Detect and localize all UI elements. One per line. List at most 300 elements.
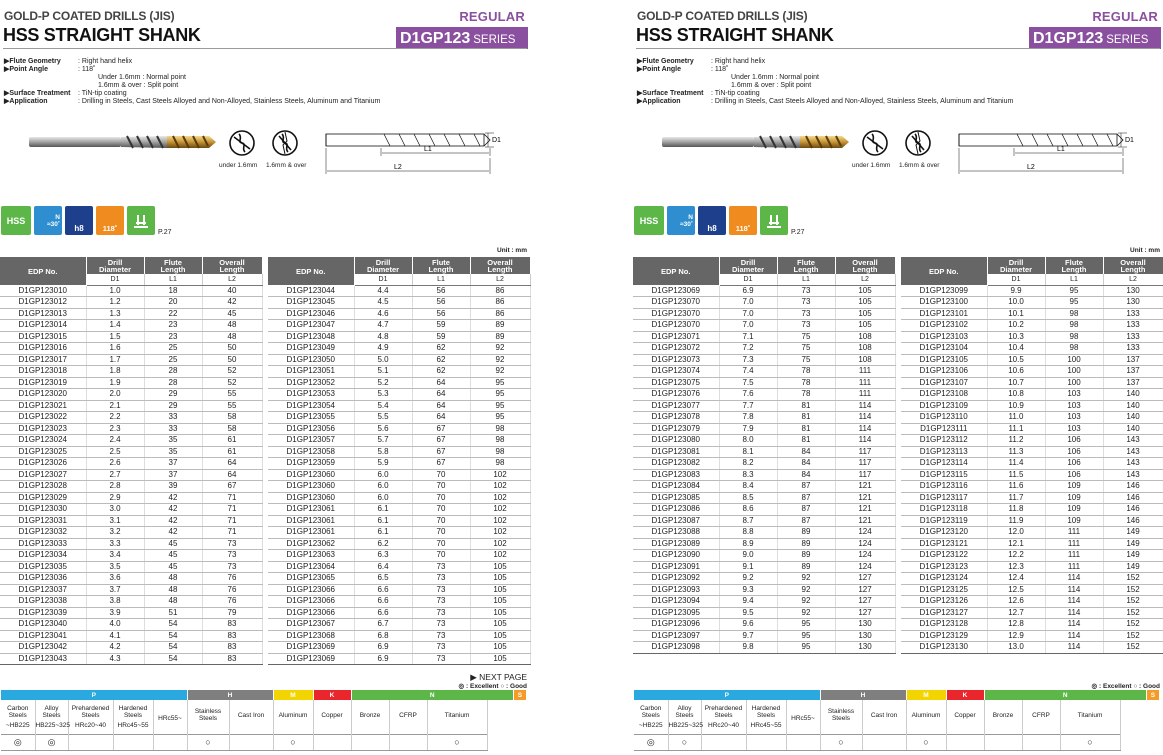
table-cell: 70 <box>412 481 470 493</box>
table-cell: D1GP123053 <box>268 389 354 401</box>
point-angle-label: 118˚ <box>102 224 118 233</box>
table-cell: 103 <box>1045 400 1103 412</box>
table-cell: 5.5 <box>354 412 412 424</box>
table-cell: 25 <box>144 354 202 366</box>
grade-cell: ○ <box>427 734 487 750</box>
d1-label: D1 <box>492 137 501 144</box>
table-cell: D1GP123088 <box>633 527 719 539</box>
series-word: SERIES <box>473 34 516 46</box>
table-cell: 3.2 <box>86 527 144 539</box>
table-cell: D1GP123027 <box>0 469 86 481</box>
table-cell: 152 <box>1103 573 1163 585</box>
table-cell: 7.1 <box>719 331 777 343</box>
col-overall: Overall Length <box>1103 257 1163 274</box>
table-cell: 45 <box>144 561 202 573</box>
table-row <box>901 538 1163 550</box>
table-cell: 48 <box>144 596 202 608</box>
table-cell: 45 <box>202 308 262 320</box>
table-cell: 10.4 <box>987 343 1045 355</box>
table-row <box>633 331 895 343</box>
table-cell: 87 <box>777 504 835 516</box>
table-cell: D1GP123102 <box>901 320 987 332</box>
table-cell: 9.8 <box>719 642 777 654</box>
material-name: CFRP <box>1022 700 1060 734</box>
table-cell: 146 <box>1103 492 1163 504</box>
table-cell: 143 <box>1103 446 1163 458</box>
table-row <box>901 504 1163 516</box>
table-cell: 6.9 <box>354 642 412 654</box>
table-cell: 78 <box>777 377 835 389</box>
table-cell: D1GP123118 <box>901 504 987 516</box>
material-name: Prehardened Steels HRc20~40 <box>68 700 113 734</box>
table-cell: D1GP123054 <box>268 400 354 412</box>
page-title: HSS STRAIGHT SHANK <box>636 25 834 45</box>
table-row <box>268 412 530 424</box>
table-cell: 12.5 <box>987 584 1045 596</box>
table-cell: 11.9 <box>987 515 1045 527</box>
table-cell: D1GP123030 <box>0 504 86 516</box>
table-cell: 59 <box>412 320 470 332</box>
table-row <box>901 573 1163 585</box>
table-cell: 6.6 <box>354 584 412 596</box>
table-cell: D1GP123083 <box>633 469 719 481</box>
table-row <box>901 619 1163 631</box>
table-cell: 71 <box>202 492 262 504</box>
next-page-link[interactable]: ▶ NEXT PAGE <box>470 672 527 682</box>
spec-label: ▶Flute Geometry <box>637 58 694 65</box>
table-cell: 73 <box>412 607 470 619</box>
table-cell: 149 <box>1103 550 1163 562</box>
table-cell: 105 <box>835 308 895 320</box>
table-cell: 58 <box>202 423 262 435</box>
table-cell: 105 <box>470 573 530 585</box>
table-row <box>268 584 530 596</box>
table-cell: 2.1 <box>86 400 144 412</box>
table-cell: 6.6 <box>354 607 412 619</box>
table-row <box>0 377 262 389</box>
table-cell: 149 <box>1103 527 1163 539</box>
grade-cell <box>786 734 820 750</box>
material-name: HRc55~ <box>153 700 187 734</box>
grade-cell: ◎ <box>1 734 35 750</box>
table-cell: 114 <box>835 435 895 447</box>
table-cell: 84 <box>777 446 835 458</box>
table-cell: D1GP123063 <box>268 550 354 562</box>
table-cell: 87 <box>777 515 835 527</box>
category-title: GOLD-P COATED DRILLS (JIS) <box>4 9 175 23</box>
table-cell: 58 <box>202 412 262 424</box>
table-row <box>901 561 1163 573</box>
table-row <box>0 504 262 516</box>
spec-label: ▶Point Angle <box>637 66 682 73</box>
table-row <box>0 297 262 309</box>
category-title: GOLD-P COATED DRILLS (JIS) <box>637 9 808 23</box>
table-cell: D1GP123122 <box>901 550 987 562</box>
table-cell: 95 <box>1045 297 1103 309</box>
table-cell: 9.1 <box>719 561 777 573</box>
table-row <box>633 642 895 654</box>
table-cell: 7.6 <box>719 389 777 401</box>
col-edp: EDP No. <box>633 257 719 285</box>
table-cell: 28 <box>144 366 202 378</box>
table-cell: D1GP123123 <box>901 561 987 573</box>
helix-angle-label: ≈30˚ <box>680 220 693 228</box>
table-cell: 7.0 <box>719 308 777 320</box>
table-cell: 111 <box>1045 527 1103 539</box>
table-cell: 95 <box>470 377 530 389</box>
table-cell: 2.3 <box>86 423 144 435</box>
material-group: S <box>1146 690 1159 700</box>
table-row <box>268 320 530 332</box>
table-cell: D1GP123129 <box>901 630 987 642</box>
material-group: K <box>313 690 351 700</box>
table-cell: D1GP123060 <box>268 481 354 493</box>
table-row <box>268 573 530 585</box>
table-row <box>0 642 262 654</box>
table-row <box>633 573 895 585</box>
table-cell: 75 <box>777 354 835 366</box>
table-cell: 6.9 <box>354 653 412 665</box>
table-cell: 84 <box>777 469 835 481</box>
table-cell: 109 <box>1045 504 1103 516</box>
table-row <box>901 423 1163 435</box>
material-name: Alloy Steels HB225~325 <box>668 700 701 734</box>
table-cell: 40 <box>202 285 262 297</box>
table-cell: 152 <box>1103 642 1163 654</box>
specs-block <box>4 58 380 106</box>
table-cell: 75 <box>777 331 835 343</box>
table-cell: 12.6 <box>987 596 1045 608</box>
table-cell: D1GP123069 <box>633 285 719 297</box>
spec-subvalue: Under 1.6mm : Normal point <box>731 74 819 81</box>
table-cell: 127 <box>835 596 895 608</box>
table-cell: 9.9 <box>987 285 1045 297</box>
grade-cell <box>229 734 273 750</box>
table-cell: 5.0 <box>354 354 412 366</box>
table-cell: 1.9 <box>86 377 144 389</box>
table-cell: D1GP123077 <box>633 400 719 412</box>
table-cell: D1GP123039 <box>0 607 86 619</box>
material-table <box>1 690 527 751</box>
table-cell: 114 <box>1045 596 1103 608</box>
table-cell: 4.7 <box>354 320 412 332</box>
table-cell: 89 <box>777 538 835 550</box>
table-cell: 114 <box>1045 642 1103 654</box>
table-cell: 3.3 <box>86 538 144 550</box>
table-cell: 8.3 <box>719 469 777 481</box>
table-row <box>268 469 530 481</box>
table-row <box>0 492 262 504</box>
table-row <box>633 389 895 401</box>
table-cell: 5.3 <box>354 389 412 401</box>
table-cell: 127 <box>835 573 895 585</box>
header-divider <box>3 48 527 49</box>
table-cell: 130 <box>835 642 895 654</box>
table-cell: 62 <box>412 366 470 378</box>
table-cell: 98 <box>470 446 530 458</box>
table-cell: 12.7 <box>987 607 1045 619</box>
table-row <box>268 308 530 320</box>
table-cell: 11.0 <box>987 412 1045 424</box>
table-cell: 73 <box>412 642 470 654</box>
table-row <box>633 619 895 631</box>
table-cell: 89 <box>777 561 835 573</box>
table-cell: 102 <box>470 469 530 481</box>
col-overall: Overall Length <box>835 257 895 274</box>
table-cell: 100 <box>1045 354 1103 366</box>
table-cell: 18 <box>144 285 202 297</box>
table-row <box>633 607 895 619</box>
table-row <box>633 377 895 389</box>
table-row <box>901 492 1163 504</box>
table-cell: 37 <box>144 469 202 481</box>
table-row <box>901 630 1163 642</box>
table-cell: D1GP123096 <box>633 619 719 631</box>
table-cell: 4.2 <box>86 642 144 654</box>
spec-subvalue: 1.6mm & over : Split point <box>731 82 812 89</box>
tolerance-badge <box>698 206 726 235</box>
table-row <box>268 596 530 608</box>
table-cell: 102 <box>470 538 530 550</box>
grade-cell: ○ <box>187 734 229 750</box>
table-cell: 50 <box>202 354 262 366</box>
table-cell: D1GP123069 <box>268 653 354 665</box>
table-row <box>633 596 895 608</box>
table-cell: 56 <box>412 285 470 297</box>
helix-badge <box>34 206 62 235</box>
grade-cell: ○ <box>273 734 313 750</box>
table-cell: 98 <box>1045 331 1103 343</box>
table-cell: 10.0 <box>987 297 1045 309</box>
table-cell: 137 <box>1103 377 1163 389</box>
table-cell: 6.0 <box>354 481 412 493</box>
table-cell: D1GP123044 <box>268 285 354 297</box>
table-cell: 79 <box>202 607 262 619</box>
table-cell: 143 <box>1103 469 1163 481</box>
table-cell: 11.1 <box>987 423 1045 435</box>
table-row <box>901 366 1163 378</box>
material-name: Stainless Steels <box>187 700 229 734</box>
table-row <box>0 285 262 297</box>
table-cell: D1GP123052 <box>268 377 354 389</box>
table-cell: 95 <box>470 400 530 412</box>
table-cell: 92 <box>777 596 835 608</box>
table-cell: 50 <box>202 343 262 355</box>
table-row <box>633 515 895 527</box>
table-cell: 5.1 <box>354 366 412 378</box>
table-cell: 10.1 <box>987 308 1045 320</box>
table-cell: 105 <box>470 642 530 654</box>
table-cell: D1GP123092 <box>633 573 719 585</box>
table-cell: 89 <box>470 320 530 332</box>
table-cell: 127 <box>835 584 895 596</box>
table-cell: 29 <box>144 400 202 412</box>
table-cell: D1GP123104 <box>901 343 987 355</box>
table-cell: 73 <box>412 619 470 631</box>
table-cell: 2.8 <box>86 481 144 493</box>
table-row <box>901 607 1163 619</box>
table-cell: 2.7 <box>86 469 144 481</box>
table-cell: 109 <box>1045 481 1103 493</box>
point-angle-label: 118˚ <box>735 224 751 233</box>
table-cell: 105 <box>470 596 530 608</box>
table-cell: 6.1 <box>354 504 412 516</box>
series-code: D1GP123 <box>400 30 471 47</box>
col-flute: Flute Length <box>777 257 835 274</box>
spec-value: : Drilling in Steels, Cast Steels Alloyed and Non-Alloyed, Stainless Steels, Aluminum and Titanium <box>711 98 1014 105</box>
table-cell: 98 <box>1045 320 1103 332</box>
table-cell: D1GP123017 <box>0 354 86 366</box>
grade-cell: ◎ <box>35 734 68 750</box>
spec-label: ▶Surface Treatment <box>637 90 704 97</box>
table-cell: 9.0 <box>719 550 777 562</box>
table-row <box>268 400 530 412</box>
symbol-l2: L2 <box>1103 274 1163 285</box>
symbol-l2: L2 <box>835 274 895 285</box>
grade-cell: ○ <box>1060 734 1120 750</box>
table-cell: D1GP123114 <box>901 458 987 470</box>
table-cell: 54 <box>144 630 202 642</box>
table-cell: D1GP123024 <box>0 435 86 447</box>
dimension-diagram <box>324 126 504 182</box>
material-group: K <box>946 690 984 700</box>
table-cell: D1GP123125 <box>901 584 987 596</box>
coolant-icon <box>127 206 155 235</box>
spec-value: : TiN-tip coating <box>711 90 760 97</box>
table-row <box>633 584 895 596</box>
table-cell: 127 <box>835 607 895 619</box>
table-cell: D1GP123045 <box>268 297 354 309</box>
table-row <box>633 630 895 642</box>
series-badge <box>396 27 528 49</box>
table-cell: D1GP123057 <box>268 435 354 447</box>
size-table <box>268 257 531 665</box>
table-cell: 86 <box>470 297 530 309</box>
table-cell: D1GP123038 <box>0 596 86 608</box>
table-row <box>633 538 895 550</box>
table-cell: D1GP123095 <box>633 607 719 619</box>
table-cell: 4.6 <box>354 308 412 320</box>
page-reference: P.27 <box>158 229 172 236</box>
table-cell: 143 <box>1103 458 1163 470</box>
type-label: REGULAR <box>1092 9 1158 24</box>
table-cell: 8.1 <box>719 446 777 458</box>
table-cell: 117 <box>835 458 895 470</box>
col-overall: Overall Length <box>470 257 530 274</box>
col-overall: Overall Length <box>202 257 262 274</box>
hss-label: HSS <box>6 215 26 226</box>
table-row <box>0 389 262 401</box>
symbol-l2: L2 <box>202 274 262 285</box>
table-cell: D1GP123062 <box>268 538 354 550</box>
table-cell: 12.1 <box>987 538 1045 550</box>
dimension-diagram <box>957 126 1137 182</box>
table-cell: 8.5 <box>719 492 777 504</box>
table-cell: 114 <box>1045 630 1103 642</box>
spec-value: : 118˚ <box>78 66 96 73</box>
table-cell: D1GP123042 <box>0 642 86 654</box>
table-row <box>0 653 262 665</box>
table-row <box>633 504 895 516</box>
series-code: D1GP123 <box>1033 30 1104 47</box>
table-cell: D1GP123093 <box>633 584 719 596</box>
table-cell: 89 <box>777 550 835 562</box>
col-edp: EDP No. <box>268 257 354 285</box>
table-cell: D1GP123064 <box>268 561 354 573</box>
table-cell: D1GP123022 <box>0 412 86 424</box>
table-cell: 109 <box>1045 515 1103 527</box>
size-table <box>901 257 1163 654</box>
table-row <box>268 492 530 504</box>
spec-label: ▶Application <box>4 98 48 105</box>
table-row <box>901 320 1163 332</box>
table-row <box>633 343 895 355</box>
material-name: Aluminum <box>273 700 313 734</box>
table-cell: 81 <box>777 423 835 435</box>
table-row <box>633 412 895 424</box>
table-row <box>268 607 530 619</box>
table-cell: D1GP123097 <box>633 630 719 642</box>
col-diameter: Drill Diameter <box>719 257 777 274</box>
table-cell: 6.9 <box>719 285 777 297</box>
table-cell: 9.6 <box>719 619 777 631</box>
table-cell: 111 <box>835 377 895 389</box>
table-cell: 95 <box>777 642 835 654</box>
table-cell: 73 <box>412 596 470 608</box>
table-row <box>0 366 262 378</box>
table-cell: 149 <box>1103 561 1163 573</box>
table-cell: 33 <box>144 423 202 435</box>
l2-label: L2 <box>394 164 402 171</box>
table-row <box>0 515 262 527</box>
material-name: Carbon Steels ~HB225 <box>634 700 668 734</box>
table-cell: D1GP123106 <box>901 366 987 378</box>
table-cell: D1GP123117 <box>901 492 987 504</box>
material-group: M <box>273 690 313 700</box>
table-cell: 146 <box>1103 481 1163 493</box>
table-cell: D1GP123076 <box>633 389 719 401</box>
table-cell: 92 <box>470 354 530 366</box>
col-flute: Flute Length <box>1045 257 1103 274</box>
drill-photo <box>660 131 850 153</box>
table-cell: 54 <box>144 653 202 665</box>
table-cell: 98 <box>1045 343 1103 355</box>
table-cell: 98 <box>470 435 530 447</box>
table-cell: D1GP123108 <box>901 389 987 401</box>
table-row <box>633 320 895 332</box>
table-cell: D1GP123013 <box>0 308 86 320</box>
col-diameter: Drill Diameter <box>86 257 144 274</box>
table-cell: 146 <box>1103 504 1163 516</box>
table-row <box>633 492 895 504</box>
grade-cell <box>1022 734 1060 750</box>
table-cell: 140 <box>1103 423 1163 435</box>
table-cell: 11.6 <box>987 481 1045 493</box>
table-cell: 70 <box>412 550 470 562</box>
table-cell: 152 <box>1103 584 1163 596</box>
rating-legend: ◎ : Excellent ○ : Good <box>1091 683 1160 690</box>
table-cell: 2.9 <box>86 492 144 504</box>
split-point-label: 1.6mm & over <box>266 162 307 169</box>
grade-cell <box>862 734 906 750</box>
table-row <box>0 550 262 562</box>
table-row <box>633 481 895 493</box>
table-row <box>268 435 530 447</box>
size-table <box>0 257 263 665</box>
table-cell: 4.9 <box>354 343 412 355</box>
table-cell: 73 <box>412 561 470 573</box>
table-row <box>901 469 1163 481</box>
